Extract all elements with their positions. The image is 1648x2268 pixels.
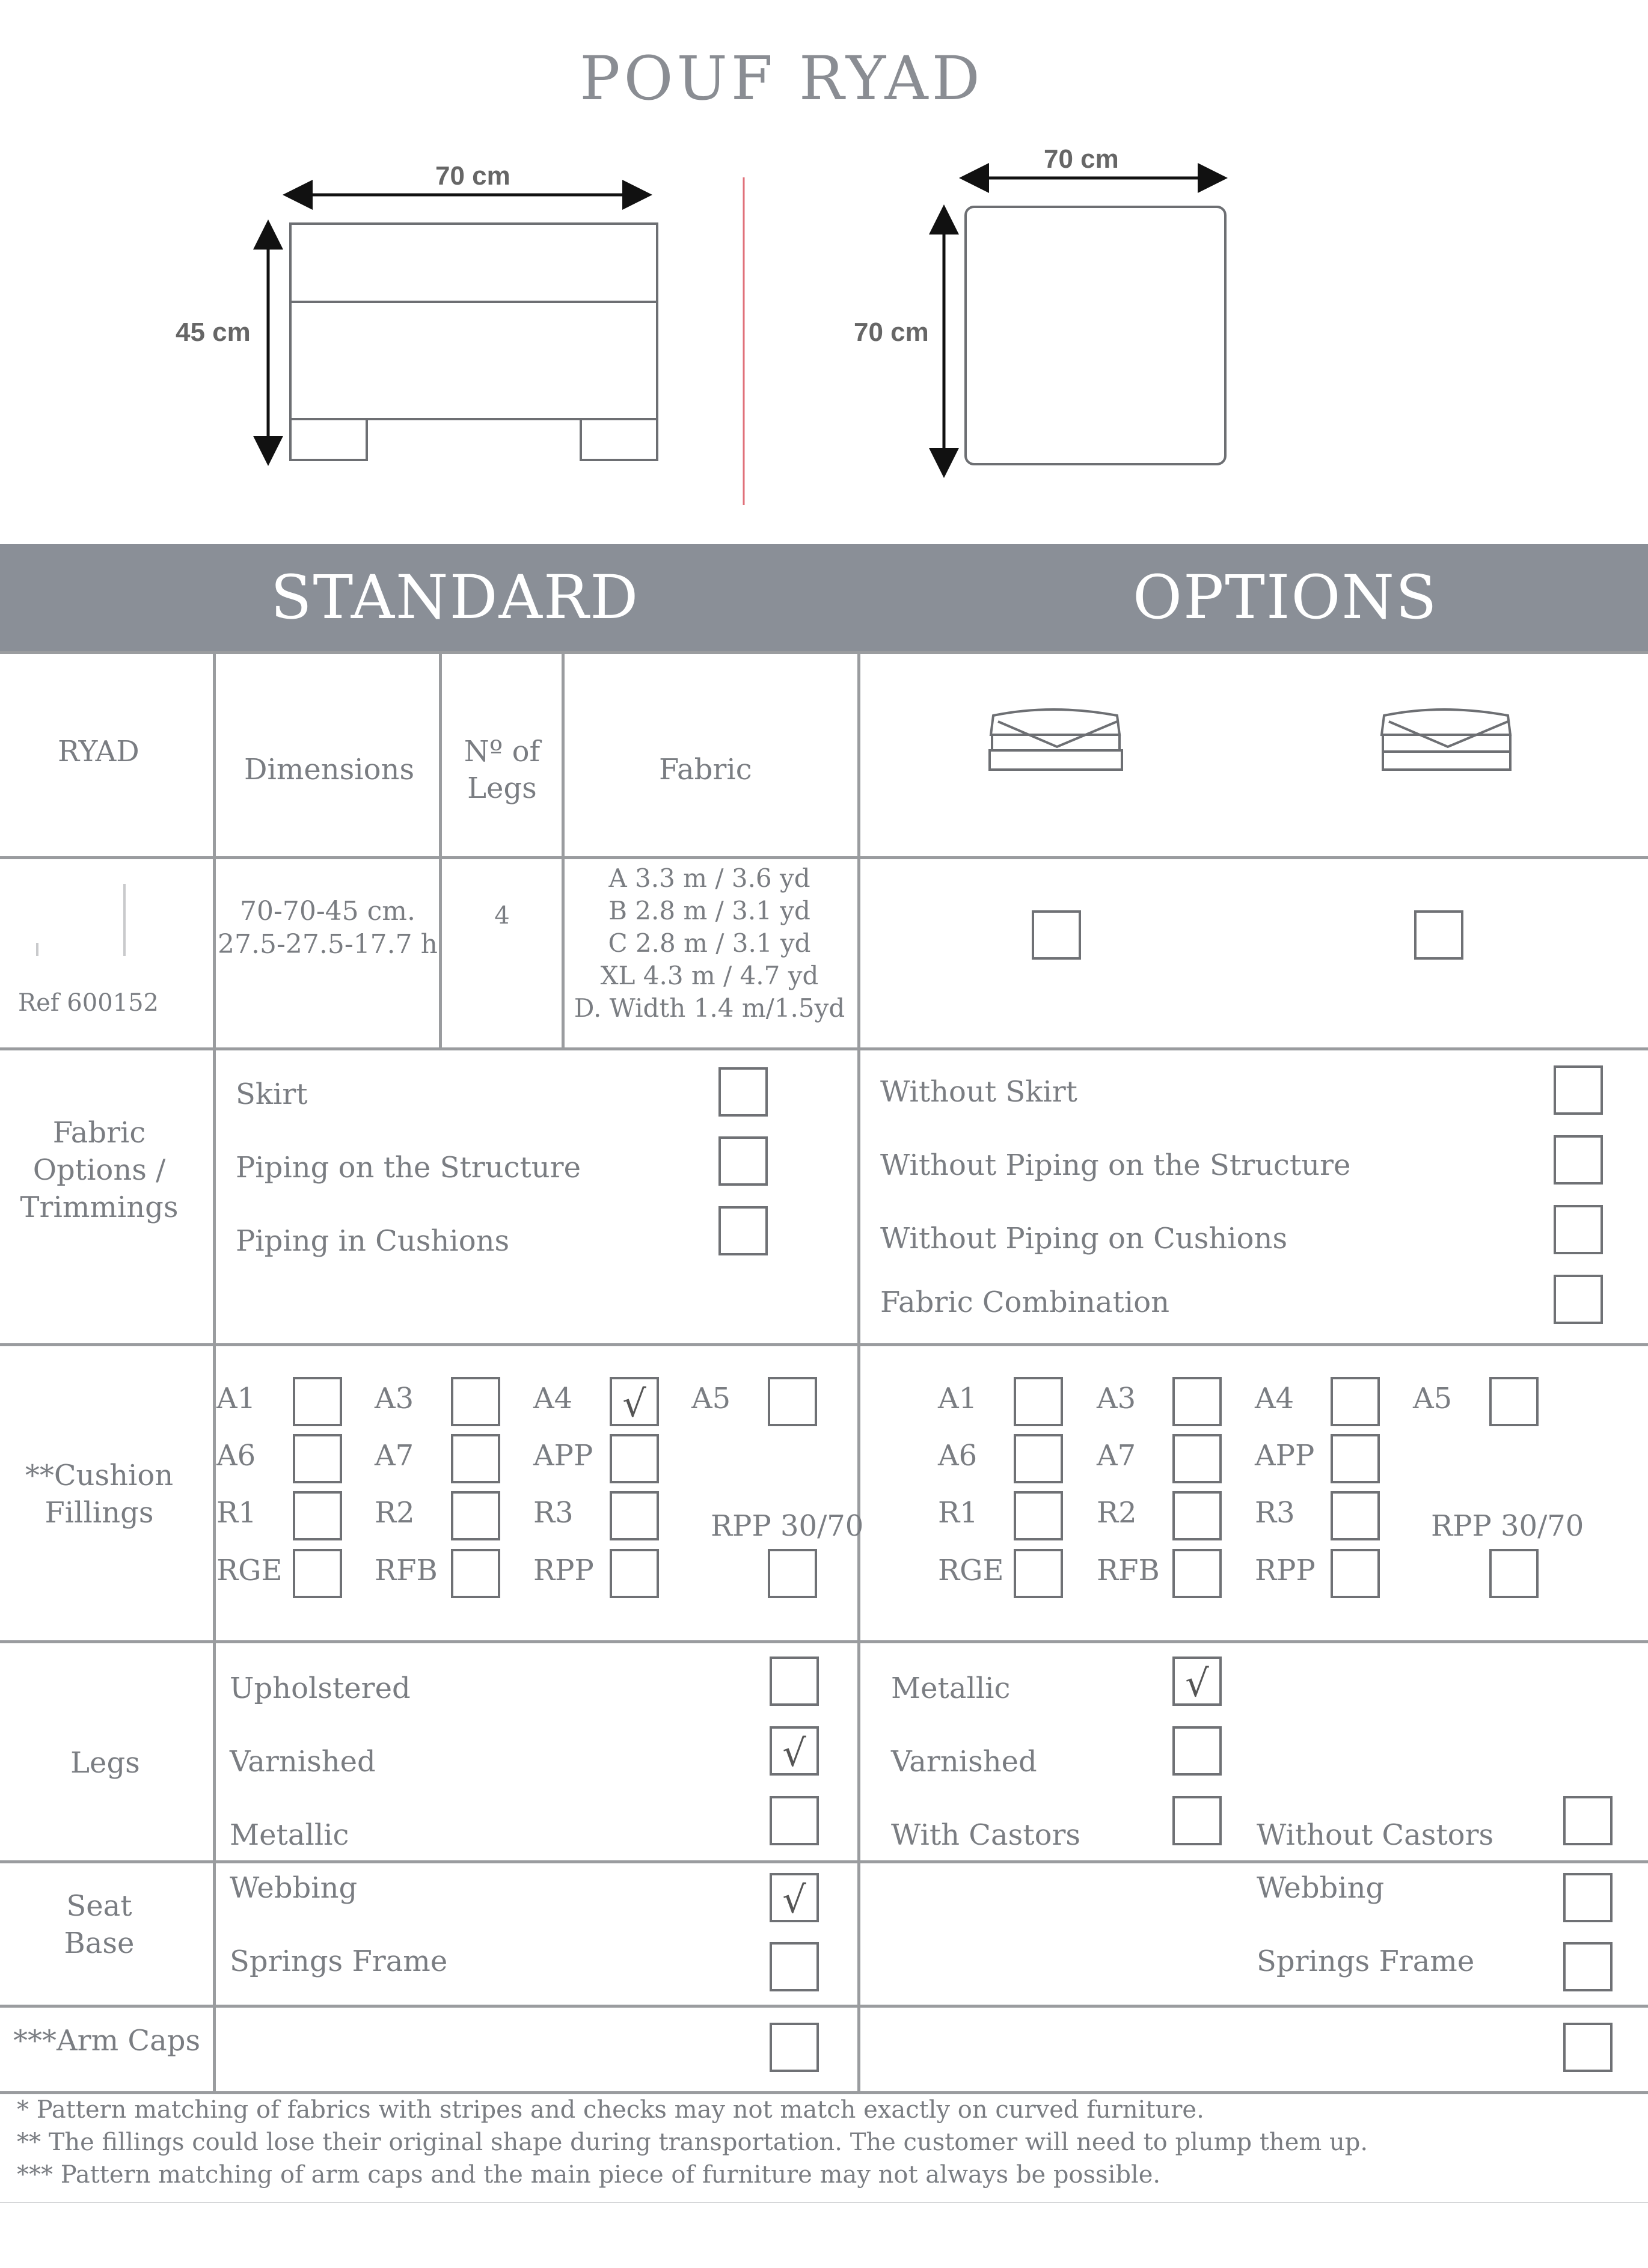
upholstered-label: Upholstered xyxy=(230,1672,411,1705)
fabric-line: B 2.8 m / 3.1 yd xyxy=(608,896,810,925)
footnote: *** Pattern matching of arm caps and the main piece of furniture may not always be possible. xyxy=(17,2161,1161,2189)
standard-filling-checkbox[interactable] xyxy=(451,1434,500,1483)
option-without-skirt-checkbox[interactable] xyxy=(1414,910,1463,960)
standard-filling-checkbox[interactable] xyxy=(610,1549,659,1598)
options-filling-checkbox[interactable] xyxy=(1331,1491,1380,1540)
option-with-skirt-checkbox[interactable] xyxy=(1032,910,1081,960)
standard-filling-checkbox[interactable] xyxy=(293,1377,342,1426)
legs-count-header-line2: Legs xyxy=(467,771,537,805)
options-filling-checkbox[interactable] xyxy=(1014,1434,1063,1483)
section-band xyxy=(0,544,1648,651)
skirt-checkbox[interactable] xyxy=(718,1067,768,1117)
options-filling-checkbox[interactable] xyxy=(1014,1491,1063,1540)
option-springs-frame-label: Springs Frame xyxy=(1257,1945,1475,1978)
options-filling-label: APP xyxy=(1255,1439,1315,1473)
piping-structure-checkbox[interactable] xyxy=(718,1136,768,1186)
options-filling-checkbox[interactable] xyxy=(1331,1434,1380,1483)
option-webbing-checkbox[interactable] xyxy=(1563,1873,1613,1922)
standard-filling-checkbox[interactable] xyxy=(451,1549,500,1598)
product-ref: Ref 600152 xyxy=(18,989,159,1017)
standard-filling-label: A4 xyxy=(533,1382,573,1415)
option-arm-caps-checkbox[interactable] xyxy=(1563,2023,1613,2072)
legs-count: 4 xyxy=(494,902,510,930)
options-rpp-30-70-label: RPP 30/70 xyxy=(1431,1509,1584,1543)
standard-rpp-30-70-checkbox[interactable] xyxy=(768,1549,817,1598)
options-filling-checkbox[interactable] xyxy=(1489,1377,1539,1426)
standard-filling-label: A1 xyxy=(216,1382,256,1415)
standard-filling-label: R3 xyxy=(533,1496,574,1530)
options-heading: OPTIONS xyxy=(1133,562,1438,633)
front-view xyxy=(290,224,657,460)
webbing-checkbox[interactable] xyxy=(770,1873,819,1922)
seat-base-label: Base xyxy=(64,1926,135,1960)
standard-filling-label: RPP xyxy=(533,1554,594,1587)
webbing-label: Webbing xyxy=(230,1871,358,1905)
options-filling-label: R1 xyxy=(938,1496,978,1530)
top-view xyxy=(966,207,1225,464)
without-skirt-label: Without Skirt xyxy=(880,1075,1077,1109)
standard-filling-label: RFB xyxy=(375,1554,438,1587)
without-piping-structure-checkbox[interactable] xyxy=(1554,1135,1603,1185)
legs-count-header-line1: Nº of xyxy=(464,735,541,768)
standard-filling-checkbox[interactable] xyxy=(768,1377,817,1426)
standard-filling-label: APP xyxy=(533,1439,593,1473)
standard-filling-checkbox[interactable] xyxy=(293,1491,342,1540)
top-width-label: 70 cm xyxy=(1044,144,1119,174)
option-varnished-checkbox[interactable] xyxy=(1172,1726,1222,1776)
options-filling-label: A4 xyxy=(1255,1382,1294,1415)
top-depth-label: 70 cm xyxy=(854,317,929,347)
product-image-mark xyxy=(36,943,38,956)
without-castors-checkbox[interactable] xyxy=(1563,1796,1613,1845)
options-filling-label: A5 xyxy=(1413,1382,1453,1415)
options-filling-label: A1 xyxy=(938,1382,978,1415)
footnote: ** The fillings could lose their original shape during transportation. The customer will need to plump them up. xyxy=(17,2129,1368,2156)
product-image-placeholder xyxy=(123,884,126,956)
piping-cushions-label: Piping in Cushions xyxy=(236,1224,510,1258)
standard-filling-label: A5 xyxy=(691,1382,731,1415)
options-rpp-30-70-checkbox[interactable] xyxy=(1489,1549,1539,1598)
options-filling-label: RPP xyxy=(1255,1554,1316,1587)
options-filling-checkbox[interactable] xyxy=(1014,1549,1063,1598)
options-filling-label: A7 xyxy=(1097,1439,1136,1473)
with-castors-label: With Castors xyxy=(891,1818,1081,1852)
fabric-options-label: Fabric xyxy=(52,1116,146,1150)
cushion-fillings-label: **Cushion xyxy=(25,1459,174,1492)
fabric-combination-label: Fabric Combination xyxy=(880,1286,1170,1319)
fabric-line: A 3.3 m / 3.6 yd xyxy=(608,863,810,893)
arm-caps-checkbox[interactable] xyxy=(770,2023,819,2072)
cushion-fillings-label: Fillings xyxy=(44,1496,154,1530)
model-header: RYAD xyxy=(58,735,139,768)
options-filling-label: R2 xyxy=(1097,1496,1137,1530)
option-varnished-label: Varnished xyxy=(891,1745,1037,1779)
option-metallic-label: Metallic xyxy=(891,1672,1011,1705)
standard-filling-label: RGE xyxy=(216,1554,283,1587)
front-width-label: 70 cm xyxy=(435,161,510,191)
standard-filling-checkbox[interactable] xyxy=(293,1434,342,1483)
seat-base-label: Seat xyxy=(66,1889,132,1923)
standard-rpp-30-70-label: RPP 30/70 xyxy=(711,1509,864,1543)
legs-label: Legs xyxy=(70,1746,140,1780)
varnished-label: Varnished xyxy=(230,1745,376,1779)
without-piping-cushions-label: Without Piping on Cushions xyxy=(880,1222,1288,1255)
standard-filling-label: R2 xyxy=(375,1496,415,1530)
without-piping-cushions-checkbox[interactable] xyxy=(1554,1205,1603,1254)
standard-filling-checkbox[interactable] xyxy=(610,1491,659,1540)
springs-frame-label: Springs Frame xyxy=(230,1945,448,1978)
fabric-options-label: Options / xyxy=(32,1153,166,1187)
skirt-label: Skirt xyxy=(236,1077,308,1111)
fabric-combination-checkbox[interactable] xyxy=(1554,1275,1603,1324)
options-filling-label: A3 xyxy=(1097,1382,1136,1415)
fabric-options-label: Trimmings xyxy=(20,1191,179,1224)
pouf-without-skirt-icon xyxy=(1377,703,1521,776)
dimensions-cm: 70-70-45 cm. xyxy=(239,896,416,927)
options-filling-checkbox[interactable] xyxy=(1172,1377,1222,1426)
without-skirt-checkbox[interactable] xyxy=(1554,1065,1603,1115)
without-piping-structure-label: Without Piping on the Structure xyxy=(880,1148,1351,1182)
page-title: POUF RYAD xyxy=(580,43,984,114)
fabric-line: D. Width 1.4 m/1.5yd xyxy=(574,993,845,1023)
option-metallic-checkbox[interactable] xyxy=(1172,1657,1222,1706)
options-filling-checkbox[interactable] xyxy=(1172,1549,1222,1598)
standard-filling-label: R1 xyxy=(216,1496,257,1530)
fabric-header: Fabric xyxy=(659,753,752,786)
option-webbing-label: Webbing xyxy=(1257,1871,1385,1905)
option-springs-frame-checkbox[interactable] xyxy=(1563,1942,1613,1991)
standard-filling-label: A7 xyxy=(375,1439,414,1473)
standard-filling-checkbox[interactable] xyxy=(293,1549,342,1598)
front-height-label: 45 cm xyxy=(176,317,251,347)
options-filling-checkbox[interactable] xyxy=(1014,1377,1063,1426)
options-filling-label: R3 xyxy=(1255,1496,1295,1530)
options-filling-checkbox[interactable] xyxy=(1172,1434,1222,1483)
options-filling-label: RGE xyxy=(938,1554,1004,1587)
without-castors-label: Without Castors xyxy=(1257,1818,1494,1852)
metallic-checkbox[interactable] xyxy=(770,1796,819,1845)
piping-cushions-checkbox[interactable] xyxy=(718,1206,768,1255)
options-filling-checkbox[interactable] xyxy=(1331,1549,1380,1598)
springs-frame-checkbox[interactable] xyxy=(770,1942,819,1991)
arm-caps-label: ***Arm Caps xyxy=(13,2024,201,2058)
metallic-label: Metallic xyxy=(230,1818,349,1852)
options-filling-label: A6 xyxy=(938,1439,978,1473)
upholstered-checkbox[interactable] xyxy=(770,1657,819,1706)
standard-filling-label: A3 xyxy=(375,1382,414,1415)
check-mark-icon: √ xyxy=(1185,1661,1209,1705)
standard-filling-checkbox[interactable] xyxy=(451,1377,500,1426)
check-mark-icon: √ xyxy=(782,1731,806,1775)
footnote: * Pattern matching of fabrics with stripes and checks may not match exactly on curved furniture. xyxy=(17,2096,1204,2124)
fabric-line: XL 4.3 m / 4.7 yd xyxy=(600,961,819,990)
fabric-line: C 2.8 m / 3.1 yd xyxy=(608,928,811,958)
standard-filling-label: A6 xyxy=(216,1439,256,1473)
standard-heading: STANDARD xyxy=(271,562,640,633)
piping-structure-label: Piping on the Structure xyxy=(236,1151,581,1185)
with-castors-checkbox[interactable] xyxy=(1172,1796,1222,1845)
standard-filling-checkbox[interactable] xyxy=(610,1377,659,1426)
check-mark-icon: √ xyxy=(622,1382,646,1426)
options-filling-checkbox[interactable] xyxy=(1331,1377,1380,1426)
check-mark-icon: √ xyxy=(782,1878,806,1922)
standard-filling-checkbox[interactable] xyxy=(610,1434,659,1483)
options-filling-checkbox[interactable] xyxy=(1172,1491,1222,1540)
dimensions-inches: 27.5-27.5-17.7 h xyxy=(218,929,438,960)
options-filling-label: RFB xyxy=(1097,1554,1160,1587)
pouf-with-skirt-icon xyxy=(986,703,1130,776)
standard-filling-checkbox[interactable] xyxy=(451,1491,500,1540)
varnished-checkbox[interactable] xyxy=(770,1726,819,1776)
dimensions-header: Dimensions xyxy=(244,753,415,786)
